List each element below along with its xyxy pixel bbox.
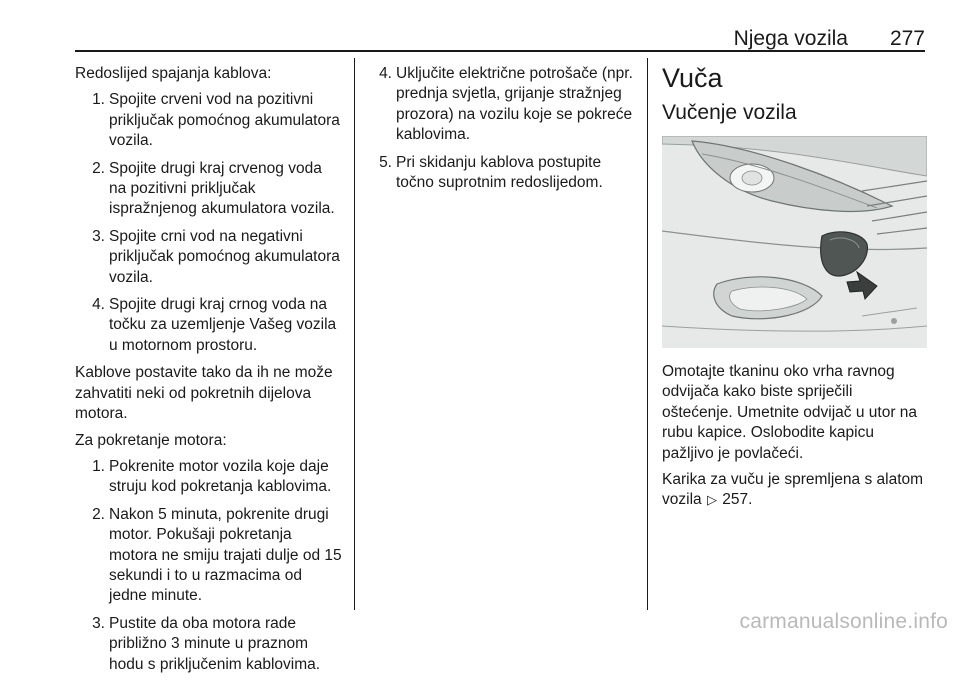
step-text: Pustite da oba motora rade približno 3 minute u praznom hodu s priključenim kablovima. <box>109 614 321 673</box>
list-item: 3. Pustite da oba motora rade približno 3 minute u praznom hodu s priključenim kablovima. <box>92 614 321 673</box>
list-item: 5. Pri skidanju kablova postupite točno suprotnim redoslijedom. <box>379 153 603 192</box>
list-item: 4. Spojite drugi kraj crnog voda na točku za uzemljenje Vašeg vozila u motornom prostoru. <box>92 296 337 354</box>
list-item: 1. Spojite crveni vod na pozitivni priključak pomoćnog akumulatora vozila. <box>92 91 340 150</box>
column-right <box>662 60 927 517</box>
towing-eye-cover-illustration <box>662 136 927 348</box>
step-text: Nakon 5 minuta, pokrenite drugi motor. Pokušaji pokretanja motora ne smiju trajati dulje od 15 sekundi i to u razmacima od jedne minute. <box>109 505 342 605</box>
connection-steps <box>85 90 342 356</box>
step-text: Spojite crni vod na negativni priključak pomoćnog akumulatora vozila. <box>109 227 340 286</box>
triangle-right-icon: ▷ <box>706 492 717 508</box>
towing-eye-text: Karika za vuču je spremljena s alatom vozila <box>662 471 924 509</box>
step-text: Spojite crveni vod na pozitivni priključak pomoćnog akumulatora vozila. <box>109 91 340 150</box>
remove-cover-instructions: Omotajte tkaninu oko vrha ravnog odvijača kako biste spriječili oštećenje. Umetnite odvijač u utor na rubu kapice. Oslobodite kapicu pažljivo je povlačeći. <box>662 363 918 462</box>
header-rule <box>75 50 925 52</box>
section-heading: Vuča <box>662 63 723 93</box>
page-reference: 257. <box>722 491 753 509</box>
list-item: 2. Nakon 5 minuta, pokrenite drugi motor. Pokušaji pokretanja motora ne smiju trajati dulje od 15 sekundi i to u razmacima od jedne minute. <box>92 505 342 605</box>
list-item: 4. Uključite električne potrošače (npr. prednja svjetla, grijanje stražnjeg prozora) na vozilu koje se pokreće kablovima. <box>379 65 633 144</box>
step-text: Pokrenite motor vozila koje daje struju kod pokretanja kablovima. <box>109 457 332 496</box>
watermark: carmanualsonline.info <box>739 610 948 633</box>
column-middle <box>372 64 634 200</box>
page-number: 277 <box>889 27 925 50</box>
step-text: Uključite električne potrošače (npr. prednja svjetla, grijanje stražnjeg prozora) na vozilu koje se pokreće kablovima. <box>396 65 633 144</box>
list-item: 3. Spojite crni vod na negativni priključak pomoćnog akumulatora vozila. <box>92 227 340 286</box>
start-engine-intro: Za pokretanje motora: <box>75 431 227 449</box>
car-front-drawing <box>662 136 927 348</box>
step-text: Spojite drugi kraj crnog voda na točku za uzemljenje Vašeg vozila u motornom prostoru. <box>109 296 337 354</box>
column-left <box>75 64 342 682</box>
continued-steps <box>372 64 634 193</box>
column-divider <box>647 58 648 610</box>
step-text: Pri skidanju kablova postupite točno suprotnim redoslijedom. <box>396 153 603 192</box>
cable-placement-paragraph: Kablove postavite tako da ih ne može zahvatiti neki od pokretnih dijelova motora. <box>75 364 333 423</box>
start-steps <box>85 457 342 675</box>
column-divider <box>354 58 355 610</box>
list-item: 1. Pokrenite motor vozila koje daje struju kod pokretanja kablovima. <box>92 457 332 496</box>
section-title: Njega vozila <box>733 27 848 50</box>
connection-order-intro: Redoslijed spajanja kablova: <box>75 65 272 82</box>
subsection-heading: Vučenje vozila <box>662 101 797 124</box>
step-text: Spojite drugi kraj crvenog voda na pozitivni priključak ispražnjenog akumulatora vozila. <box>109 159 335 218</box>
page-header <box>75 26 925 54</box>
towing-eye-location <box>662 470 927 511</box>
list-item: 2. Spojite drugi kraj crvenog voda na pozitivni priključak ispražnjenog akumulatora vozila. <box>92 159 335 218</box>
